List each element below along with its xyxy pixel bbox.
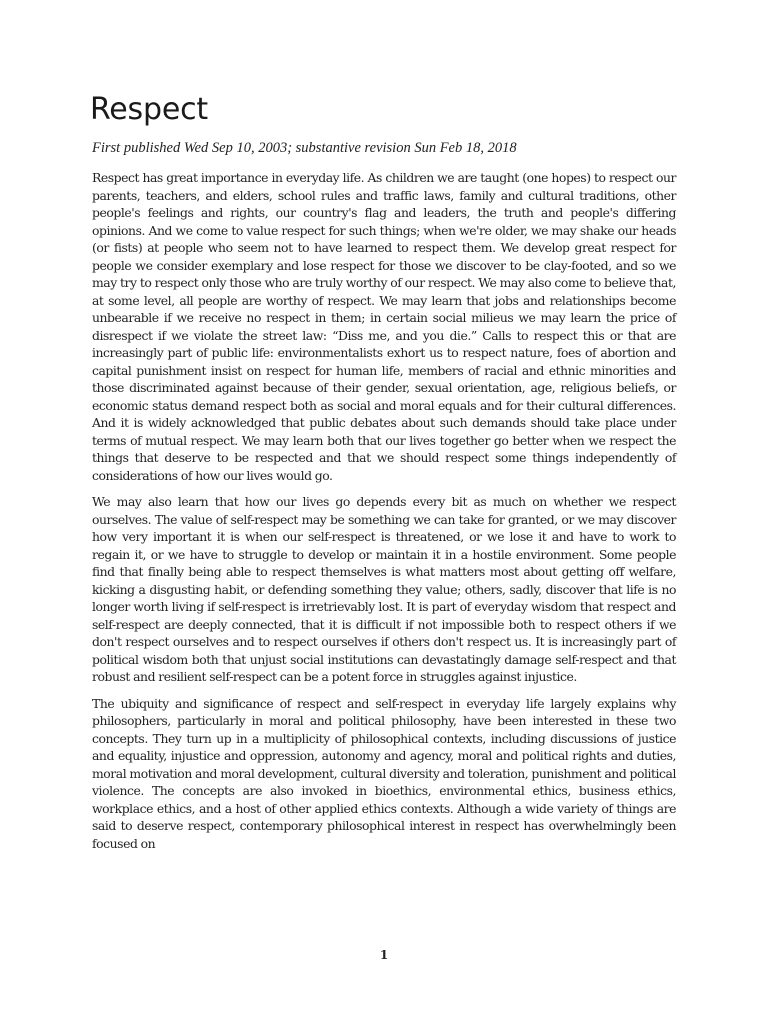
page-number: 1 — [379, 948, 389, 962]
paragraph: Respect has great importance in everyday life. As children we are taught (one hopes) to respect our parents, teachers, and elders, school rules and traffic laws, family and cultural traditions, other people's feelings and rights, our country's flag and leaders, the truth and people's differing opinions. And we come to value respect for such things; when we're older, we may shake our heads (or fists) at people who seem not to have learned to respect them. We develop great respect for people we consider exemplary and lose respect for those we discover to be clay-footed, and so we may try to respect only those who are truly worthy of our respect. We may also come to believe that, at some level, all people are worthy of respect. We may learn that jobs and relationships become unbearable if we receive no respect in them; in certain social milieus we may learn the price of disrespect if we violate the street law: “Diss me, and you die.” Calls to respect this or that are increasingly part of public life: environmentalists exhort us to respect nature, foes of abortion and capital punishment insist on respect for human life, members of racial and ethnic minorities and those discriminated against because of their gender, sexual orientation, age, religious beliefs, or economic status demand respect both as social and moral equals and for their cultural differences. And it is widely acknowledged that public debates about such demands should take place under terms of mutual respect. We may learn both that our lives together go better when we respect the things that deserve to be respected and that we should respect some things independently of considerations of how our lives would go. — [92, 170, 676, 483]
page-title: Respect — [90, 92, 208, 127]
paragraph: We may also learn that how our lives go depends every bit as much on whether we respect ourselves. The value of self-respect may be something we can take for granted, or we may discover how very important it is when our self-respect is threatened, or we lose it and have to work to regain it, or we have to struggle to develop or maintain it in a hostile environment. Some people find that finally being able to respect themselves is what matters most about getting off welfare, kicking a disgusting habit, or defending something they value; others, sadly, discover that life is no longer worth living if self-respect is irretrievably lost. It is part of everyday wisdom that respect and self-respect are deeply connected, that it is difficult if not impossible both to respect others if we don't respect ourselves and to respect ourselves if others don't respect us. It is increasingly part of political wisdom both that unjust social institutions can devastatingly damage self-respect and that robust and resilient self-respect can be a potent force in struggles against injustice. — [92, 494, 676, 684]
paragraph: The ubiquity and significance of respect and self-respect in everyday life largely explains why philosophers, particularly in moral and political philosophy, have been interested in these two concepts. They turn up in a multiplicity of philosophical contexts, including discussions of justice and equality, injustice and oppression, autonomy and agency, moral and political rights and duties, moral motivation and moral development, cultural diversity and toleration, punishment and political violence. The concepts are also invoked in bioethics, environmental ethics, business ethics, workplace ethics, and a host of other applied ethics contexts. Although a wide variety of things are said to deserve respect, contemporary philosophical interest in respect has overwhelmingly been focused on — [92, 695, 676, 851]
publication-info: First published Wed Sep 10, 2003; substantive revision Sun Feb 18, 2018 — [92, 140, 517, 156]
